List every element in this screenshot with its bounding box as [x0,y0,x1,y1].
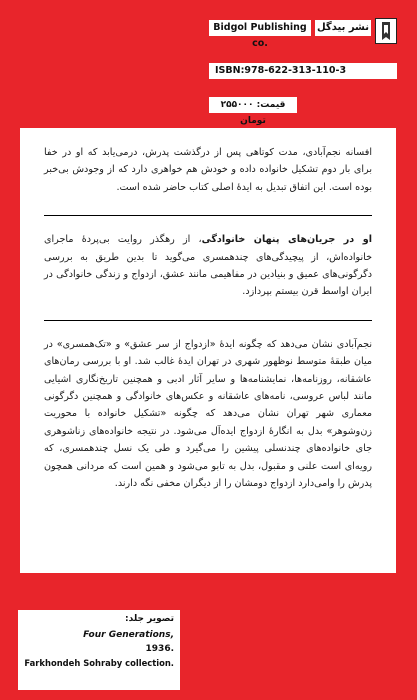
credit-collection: Farkhondeh Sohraby collection. [24,658,174,668]
publisher-logo-icon [375,18,397,44]
blurb-paragraph-1: افسانه نجم‌آبادی، مدت کوتاهی پس از درگذشت پدرش، درمی‌یابد که او در خفا برای بار دوم تشکیل خانواده داده و خودش هم خواهری دارد که از وجودش بی‌خبر بوده است. این اتفاق تبدیل به ایدهٔ اصلی کتاب حاضر شده است. [44,147,372,193]
credit-artwork-title: Four Generations, [83,630,174,640]
divider [44,320,372,321]
blurb-paragraph-2 [44,231,372,301]
publisher-name-english: Bidgol Publishing co. [209,20,311,36]
cover-credit [18,610,180,690]
credit-year: 1936. [145,644,174,654]
publisher-row [209,18,397,49]
divider [44,215,372,216]
credit-label: تصویر جلد: [125,614,174,624]
blurb-paragraph-2-text: ، از رهگذر روایت بی‌پردهٔ ماجرای خانواده‌اش، از پیچیدگی‌های چندهمسری می‌گوید تا بدین طریق به بررسی دگرگونی‌های عمیق و بنیادین در مفاهیمی مانند عشق، ازدواج و زندگی خانوادگی در ایران اواسط قرن بیستم بپردازد. [44,234,372,298]
publisher-name-persian: نشر بیدگل [315,20,371,36]
blurb-bold-title: او در جریان‌های پنهان خانوادگی [201,234,373,246]
blurb-paragraph-3: نجم‌آبادی نشان می‌دهد که چگونه ایدهٔ «ازدواج از سر عشق» و «تک‌همسری» در میان طبقهٔ متوسط نوظهور شهری در تهران ایدهٔ غالب شد. او با بررسی رمان‌های عاشقانه، روزنامه‌ها، نمایشنامه‌ها و سایر آثار ادبی و همچنین تاریخ‌نگاری اشیایی مانند لباس عروسی، نامه‌های عاشقانه و عکس‌های خانوادگی و همچنین دگرگونی معماری شهر تهران نشان می‌دهد که چگونه «تشکیل خانواده با محوریت زن‌وشوهر» بدل به انگارهٔ ازدواج ایده‌آل می‌شود. در نتیجه خانواده‌های زناشوهری جای خانواده‌های چندنسلی پیشین را می‌گیرد و طی یک نسل چندهمسری، که رویه‌ای است علنی و مقبول، بدل به تابو می‌شود و همین است که مردانی همچون پدرش را وامی‌دارد ازدواج دومشان را از دیگران مخفی نگه دارند. [44,338,372,490]
publisher-block [209,18,397,126]
price-label: قیمت: ۲۵۵۰۰۰ تومان [209,97,297,113]
isbn-label: ISBN:978-622-313-110-3 [209,63,397,79]
blurb-panel [20,128,396,573]
